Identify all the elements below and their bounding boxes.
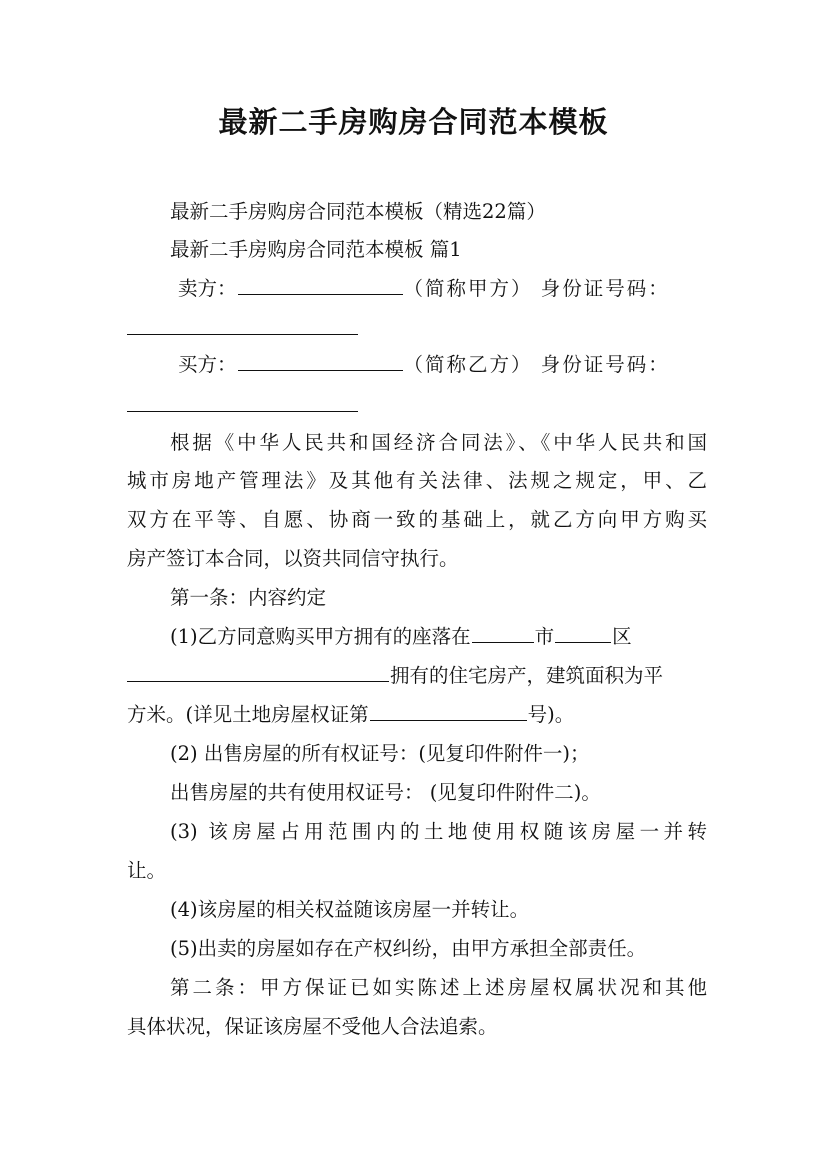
district-label: 区	[612, 625, 632, 648]
paragraph-line: 城市房地产管理法》及其他有关法律、法规之规定，甲、乙	[127, 469, 707, 492]
clause-line: (4)该房屋的相关权益随该房屋一并转让。	[170, 898, 530, 921]
paragraph-line: 根据《中华人民共和国经济合同法》、《中华人民共和国	[170, 431, 707, 454]
seller-label: 卖方：	[178, 277, 237, 300]
city-label: 市	[534, 625, 555, 648]
clause-line: 让。	[127, 859, 167, 882]
seller-id-blank	[127, 334, 358, 335]
buyer-label: 买方：	[178, 353, 237, 376]
clause-text: 方米。(详见土地房屋权证第	[127, 703, 369, 726]
seller-name-blank	[238, 274, 403, 295]
district-blank	[555, 622, 611, 643]
buyer-suffix: （简称乙方） 身份证号码：	[403, 353, 670, 376]
document-title: 最新二手房购房合同范本模板	[218, 105, 609, 139]
buyer-line	[178, 350, 715, 380]
clause-line: (5)出卖的房屋如存在产权纠纷，由甲方承担全部责任。	[170, 937, 647, 960]
city-blank	[472, 622, 534, 643]
seller-suffix: （简称甲方） 身份证号码：	[403, 277, 670, 300]
clause-line	[127, 661, 707, 691]
subtitle-line: 最新二手房购房合同范本模板（精选22篇）	[170, 200, 546, 223]
clause-text: 拥有的住宅房产，建筑面积为平	[390, 664, 664, 687]
clause-line: 出售房屋的共有使用权证号： (见复印件附件二)。	[170, 781, 601, 804]
clause-line: (2) 出售房屋的所有权证号：(见复印件附件一)；	[170, 742, 590, 765]
article-line: 具体状况，保证该房屋不受他人合法追索。	[127, 1015, 498, 1038]
article-heading: 第一条：内容约定	[170, 586, 327, 609]
buyer-id-blank	[127, 411, 358, 412]
clause-line	[170, 622, 707, 652]
seller-line	[178, 274, 715, 304]
paragraph-line: 双方在平等、自愿、协商一致的基础上，就乙方向甲方购买	[127, 508, 707, 531]
clause-line: (3) 该房屋占用范围内的土地使用权随该房屋一并转	[170, 820, 707, 843]
clause-line	[127, 700, 707, 730]
certificate-no-blank	[370, 700, 527, 721]
clause-text: (1)乙方同意购买甲方拥有的座落在	[170, 625, 471, 648]
clause-text: 号)。	[527, 703, 575, 726]
address-blank	[127, 661, 389, 682]
buyer-name-blank	[238, 350, 403, 371]
paragraph-line: 房产签订本合同，以资共同信守执行。	[127, 547, 459, 570]
article-line: 第二条：甲方保证已如实陈述上述房屋权属状况和其他	[170, 976, 707, 999]
section-heading: 最新二手房购房合同范本模板 篇1	[170, 238, 462, 261]
